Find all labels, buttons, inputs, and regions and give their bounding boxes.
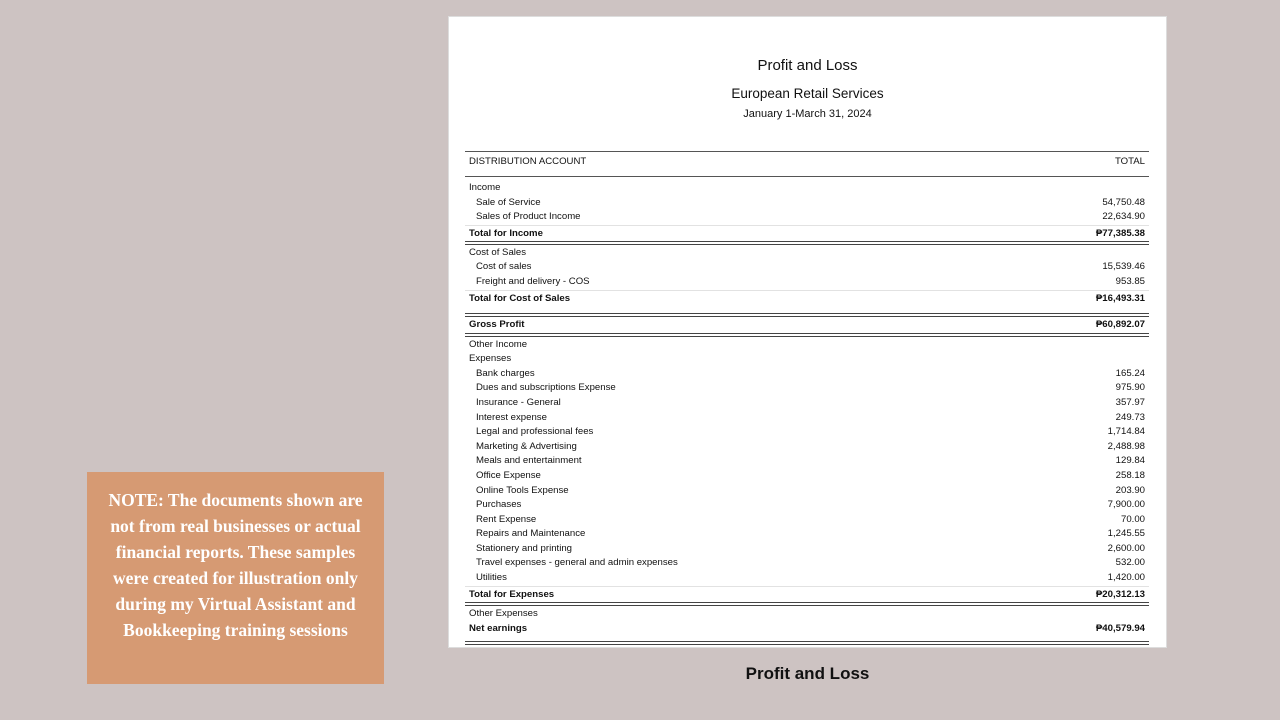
expense-name: Online Tools Expense xyxy=(476,484,569,496)
expense-rows xyxy=(465,367,1149,586)
expense-value: 258.18 xyxy=(1115,469,1145,481)
expense-value: 2,600.00 xyxy=(1107,542,1145,554)
col-total-header: TOTAL xyxy=(1114,156,1145,167)
caption: Profit and Loss xyxy=(745,664,870,683)
expense-name: Stationery and printing xyxy=(476,542,572,554)
expense-name: Travel expenses - general and admin expenses xyxy=(476,557,678,569)
section-label-other-expenses: Other Expenses xyxy=(469,607,538,619)
expense-name: Office Expense xyxy=(476,469,541,481)
table-row xyxy=(465,381,1149,396)
expense-name: Dues and subscriptions Expense xyxy=(476,382,616,394)
company-name: European Retail Services xyxy=(731,86,884,101)
section-label-other-income: Other Income xyxy=(469,338,528,350)
expense-value: 129.84 xyxy=(1115,455,1145,467)
table-row: Sales of Product Income 22,634.90 xyxy=(476,211,1145,223)
expense-value: 165.24 xyxy=(1115,367,1145,379)
double-rule xyxy=(465,241,1149,245)
expense-name: Purchases xyxy=(476,499,522,511)
section-label-income: Income xyxy=(469,182,501,193)
expense-value: 1,714.84 xyxy=(1107,426,1145,438)
table-row xyxy=(465,469,1149,484)
expense-value: 7,900.00 xyxy=(1107,499,1145,511)
table-row xyxy=(465,484,1149,499)
table-row xyxy=(465,542,1149,557)
double-rule xyxy=(465,333,1149,337)
expense-value: 975.90 xyxy=(1115,382,1145,394)
table-row xyxy=(465,556,1149,571)
report-period: January 1-March 31, 2024 xyxy=(743,108,872,120)
expense-name: Insurance - General xyxy=(476,396,561,408)
table-row xyxy=(465,440,1149,455)
expense-value: 357.97 xyxy=(1115,396,1145,408)
table-row xyxy=(465,571,1149,586)
expense-value: 70.00 xyxy=(1120,513,1145,525)
table-row xyxy=(465,527,1149,542)
report-table xyxy=(465,151,1149,646)
expense-value: 532.00 xyxy=(1115,557,1145,569)
table-row xyxy=(465,411,1149,426)
expense-value: 1,245.55 xyxy=(1107,528,1145,540)
table-row: Sale of Service 54,750.48 xyxy=(476,196,1145,208)
gross-profit-row: Gross Profit ₱60,892.07 xyxy=(469,318,1145,330)
total-expenses-row: Total for Expenses ₱20,312.13 xyxy=(465,586,1149,601)
section-label-expenses: Expenses xyxy=(469,353,512,365)
expense-value: 249.73 xyxy=(1115,411,1145,423)
expense-name: Interest expense xyxy=(476,411,547,423)
col-account-header: DISTRIBUTION ACCOUNT xyxy=(469,156,587,167)
section-label-cos: Cost of Sales xyxy=(469,246,527,258)
expense-name: Repairs and Maintenance xyxy=(476,528,586,540)
table-row xyxy=(465,454,1149,469)
expense-name: Rent Expense xyxy=(476,513,537,525)
expense-value: 1,420.00 xyxy=(1107,572,1145,584)
report-title: Profit and Loss xyxy=(757,57,858,74)
profit-loss-document xyxy=(448,16,1167,648)
double-rule xyxy=(465,641,1149,645)
expense-name: Legal and professional fees xyxy=(476,426,594,438)
expense-name: Bank charges xyxy=(476,367,535,379)
expense-name: Marketing & Advertising xyxy=(476,440,577,452)
expense-value: 203.90 xyxy=(1115,484,1145,496)
expense-name: Meals and entertainment xyxy=(476,455,582,467)
expense-value: 2,488.98 xyxy=(1107,440,1145,452)
double-rule xyxy=(465,602,1149,606)
expense-name: Utilities xyxy=(476,572,507,584)
table-row: Freight and delivery - COS 953.85 xyxy=(476,275,1145,287)
total-income-row: Total for Income ₱77,385.38 xyxy=(465,225,1149,240)
table-row xyxy=(465,425,1149,440)
table-row xyxy=(465,367,1149,382)
disclaimer-note: NOTE: The documents shown are not from real businesses or actual financial reports. These samples were created for illustration only during my Virtual Assistant and Bookkeeping training sessions xyxy=(87,472,384,684)
column-header-row xyxy=(465,151,1149,177)
table-row xyxy=(465,513,1149,528)
total-cos-row: Total for Cost of Sales ₱16,493.31 xyxy=(465,290,1149,305)
table-row: Cost of sales 15,539.46 xyxy=(476,261,1145,273)
table-row xyxy=(465,498,1149,513)
table-row xyxy=(465,396,1149,411)
net-earnings-row: Net earnings ₱40,579.94 xyxy=(469,623,1145,635)
